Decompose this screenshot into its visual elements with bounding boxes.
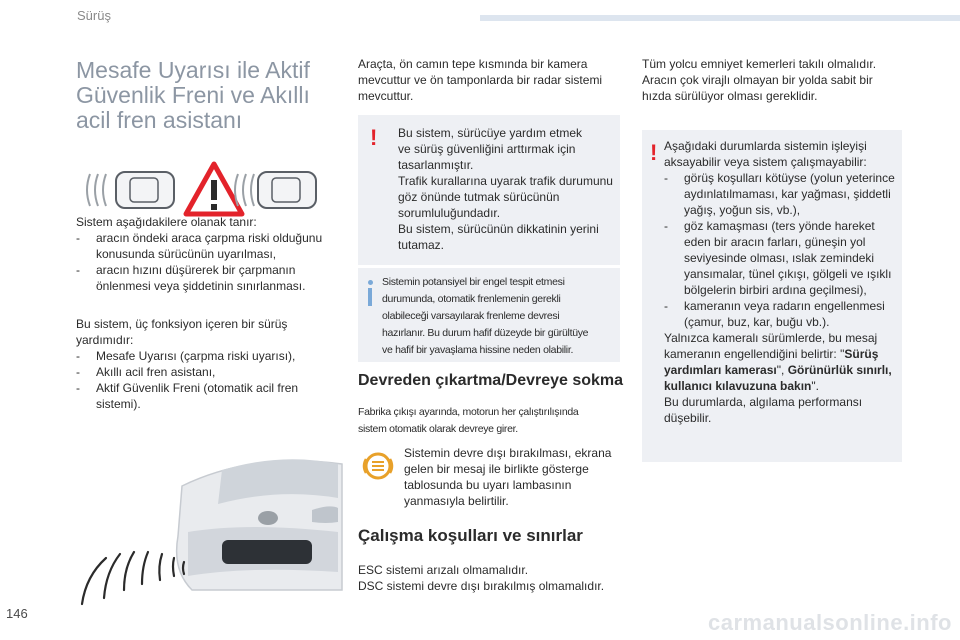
limitations-warning-box — [642, 130, 902, 462]
intro-text: Sistem aşağıdakilere olanak tanır: — [76, 215, 257, 229]
text-line: sistem otomatik olarak devreye girer. — [358, 423, 518, 435]
camera-message — [664, 330, 900, 394]
braking-indicator-icon — [362, 450, 394, 487]
page-title: Mesafe Uyarısı ile Aktif Güvenlik Freni ve Akıllı acil fren asistanı — [76, 57, 310, 133]
intro-list — [76, 230, 338, 294]
text-line: tablosunda bu uyarı lambasının — [404, 478, 572, 492]
text-line: tasarlanmıştır. — [398, 158, 474, 172]
section-heading-conditions: Çalışma koşulları ve sınırlar — [358, 526, 583, 545]
limitations-list — [664, 170, 900, 330]
page-number: 146 — [6, 606, 28, 621]
text-line: yanmasıyla belirtilir. — [404, 494, 509, 508]
text-span: ", — [776, 363, 788, 377]
text-span: ". — [811, 379, 819, 393]
text-line: Bu sistem, sürücüye yardım etmek — [398, 126, 583, 140]
list-item: - kameranın veya radarın engellenmesi (çamur, buz, kar, buğu vb.). — [664, 298, 900, 330]
header-rule — [480, 15, 960, 21]
functions-intro: Bu sistem, üç fonksiyon içeren bir sürüş yardımıdır: — [76, 317, 288, 347]
functions-block — [76, 316, 338, 412]
text-line: Trafik kurallarına uyarak trafik durumunu — [398, 174, 613, 188]
list-item: - Mesafe Uyarısı (çarpma riski uyarısı), — [76, 348, 338, 364]
text-line: ESC sistemi arızalı olmamalıdır. — [358, 563, 529, 577]
watermark: carmanualsonline.info — [708, 610, 952, 635]
car-collision-diagram — [80, 160, 330, 220]
car-sensor-illustration — [72, 448, 344, 615]
list-item: - Akıllı acil fren asistanı, — [76, 364, 338, 380]
info-icon — [368, 288, 372, 306]
text-line: Fabrika çıkışı ayarında, motorun her çalıştırılışında — [358, 406, 579, 418]
text-line: gelen bir mesaj ile birlikte gösterge — [404, 462, 589, 476]
text-line: tutamaz. — [398, 238, 445, 252]
info-icon-dot — [368, 280, 373, 285]
section-tab: Sürüş — [77, 8, 111, 23]
text-line: hazırlanır. Bu durum hafif düzeyde bir gürültüye — [382, 327, 589, 339]
list-item: - görüş koşulları kötüyse (yolun yeterince aydınlatılmaması, kar yağması, şiddetli yağış, yoğun sis, vb.), — [664, 170, 900, 218]
text-line: olabileceği varsayılarak frenleme devresi — [382, 310, 560, 322]
text-line: DSC sistemi devre dışı bırakılmış olmamalıdır. — [358, 579, 605, 593]
text-line: Sistemin potansiyel bir engel tespit etmesi — [382, 276, 565, 288]
section-conditions-text — [358, 562, 638, 594]
warning-exclamation-icon: ! — [370, 125, 378, 150]
bold-reference: Sürüş yardımları kamerası — [664, 347, 879, 377]
limitations-text — [664, 138, 900, 426]
info-box — [358, 268, 620, 362]
text-line: Aşağıdaki durumlarda sistemin işleyişi aksayabilir veya sistem çalışmayabilir: — [664, 139, 867, 169]
text-line: göz önünde tutmak sürücünün — [398, 190, 560, 204]
warning-triangle-icon — [186, 164, 242, 214]
text-line: Bu sistem, sürücünün dikkatinin yerini — [398, 222, 599, 236]
warning-box — [358, 115, 620, 265]
intro-block — [76, 214, 338, 294]
list-item: - göz kamaşması (ters yönde hareket eden bir aracın farları, güneşin yol seviyesinde olması, ıslak zemindeki yansımalar, tünel çıkışı, gölgeli ve ışıklı bölgelerin birbiri ardına geçilmesi), — [664, 218, 900, 298]
warning-text — [398, 125, 618, 253]
text-line: Tüm yolcu emniyet kemerleri takılı olmalıdır. — [642, 57, 877, 71]
camera-text: Araçta, ön camın tepe kısmında bir kamera mevcuttur ve ön tamponlarda bir radar sistemi mevcuttur. — [358, 57, 603, 103]
text-line: sorumluluğundadır. — [398, 206, 501, 220]
text-line: Sistemin devre dışı bırakılması, ekrana — [404, 446, 612, 460]
list-item: - Aktif Güvenlik Freni (otomatik acil fren sistemi). — [76, 380, 338, 412]
list-item: - aracın hızını düşürerek bir çarpmanın önlenmesi veya şiddetinin sınırlanması. — [76, 262, 338, 294]
section-deactivation-text — [358, 404, 628, 438]
warning-exclamation-icon: ! — [650, 140, 658, 165]
indicator-text — [404, 445, 624, 509]
text-span: Yalnızca kameralı sürümlerde, bu mesaj kameranın engellendiğini belirtir: " — [664, 331, 878, 361]
text-line: durumunda, otomatik frenlemenin gerekli — [382, 293, 561, 305]
text-line: Aracın çok virajlı olmayan bir yolda sabit bir — [642, 73, 873, 87]
functions-list — [76, 348, 338, 412]
text-line: ve sürüş güvenliğini arttırmak için — [398, 142, 576, 156]
info-text — [382, 274, 618, 359]
car-front-image — [72, 448, 344, 610]
requirements-text — [642, 56, 907, 104]
text-line: ve hafif bir yavaşlama hissine neden olabilir. — [382, 344, 574, 356]
list-item: - aracın öndeki araca çarpma riski olduğunu konusunda sürücünün uyarılması, — [76, 230, 338, 262]
text-line: Bu durumlarda, algılama performansı düşebilir. — [664, 395, 863, 425]
text-line: hızda sürülüyor olması gereklidir. — [642, 89, 818, 103]
bold-reference: Görünürlük sınırlı, kullanıcı kılavuzuna bakın — [664, 363, 892, 393]
section-heading-deactivation: Devreden çıkartma/Devreye sokma — [358, 372, 624, 389]
